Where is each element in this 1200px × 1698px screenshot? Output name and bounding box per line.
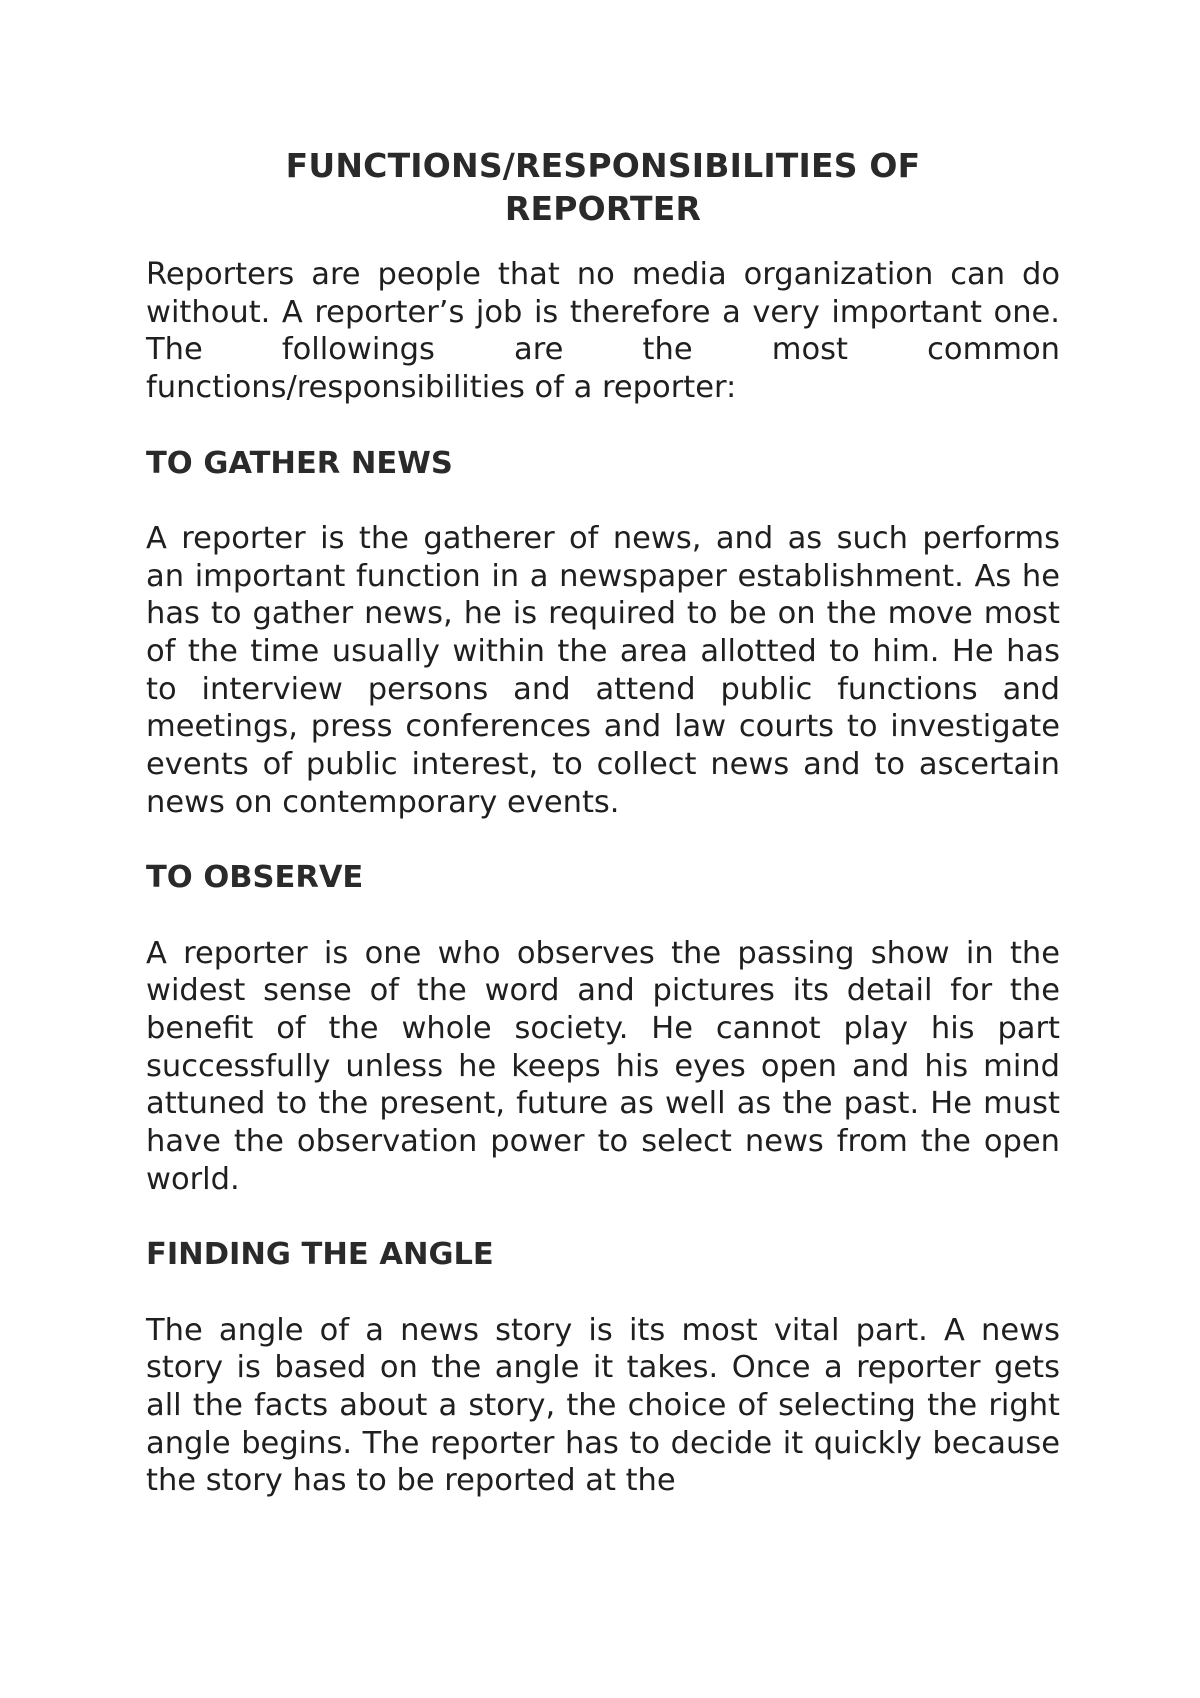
intro-paragraph: Reporters are people that no media organization can do without. A reporter’s job is therefore a very important one. The followings are the most common functions/responsibilities of a reporter: bbox=[146, 257, 1060, 406]
document-title bbox=[146, 144, 1060, 230]
section-body-finding-angle: The angle of a news story is its most vital part. A news story is based on the angle it takes. Once a reporter gets all the facts about a story, the choice of selecting the right angle begins. The reporter has to decide it quickly because the story has to be reported at the bbox=[146, 1312, 1060, 1499]
document-title-line-2: REPORTER bbox=[504, 189, 702, 228]
section-body-gather-news: A reporter is the gatherer of news, and as such performs an important function in a newspaper establishment. As he has to gather news, he is required to be on the move most of the time usually within the area allotted to him. He has to interview persons and attend public functions and meetings, press conferences and law courts to investigate events of public interest, to collect news and to ascertain news on contemporary events. bbox=[146, 520, 1060, 820]
section-heading-gather-news: TO GATHER NEWS bbox=[146, 445, 453, 481]
section-heading-observe: TO OBSERVE bbox=[146, 860, 364, 896]
section-body-observe: A reporter is one who observes the passing show in the widest sense of the word and pictures its detail for the benefit of the whole society. He cannot play his part successfully unless he keeps his eyes open and his mind attuned to the present, future as well as the past. He must have the observation power to select news from the open world. bbox=[146, 935, 1060, 1197]
document-title-line-1: FUNCTIONS/RESPONSIBILITIES OF bbox=[285, 146, 921, 185]
document-content bbox=[146, 144, 1060, 1500]
section-heading-finding-angle: FINDING THE ANGLE bbox=[146, 1237, 494, 1273]
